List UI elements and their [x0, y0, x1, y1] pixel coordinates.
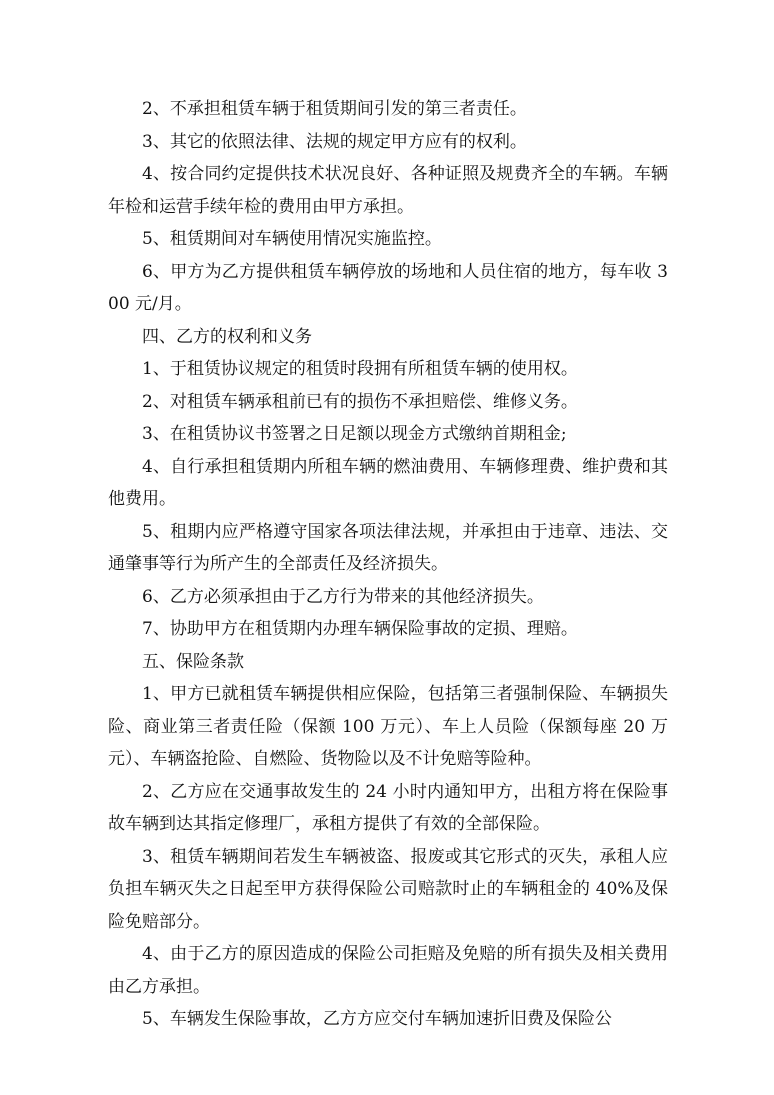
- paragraph: 5、租赁期间对车辆使用情况实施监控。: [142, 229, 442, 249]
- paragraph: 4、由于乙方的原因造成的保险公司拒赔及免赔的所有损失及相关费用由乙方承担。: [108, 944, 668, 997]
- document-body: [108, 93, 668, 1036]
- paragraph: 5、租期内应严格遵守国家各项法律法规，并承担由于违章、违法、交通肇事等行为所产生的全部责任及经济损失。: [108, 521, 668, 574]
- paragraph: 3、其它的依照法律、法规的规定甲方应有的权利。: [142, 131, 527, 152]
- paragraph: 2、乙方应在交通事故发生的 24 小时内通知甲方，出租方将在保险事故车辆到达其指定修理厂，承租方提供了有效的全部保险。: [108, 781, 668, 834]
- section-heading: 五、保险条款: [142, 651, 244, 672]
- paragraph: 6、乙方必须承担由于乙方行为带来的其他经济损失。: [142, 586, 544, 607]
- paragraph: 3、在租赁协议书签署之日足额以现金方式缴纳首期租金;: [142, 424, 567, 444]
- section-heading: 四、乙方的权利和义务: [142, 326, 312, 347]
- paragraph: 4、自行承担租赁期内所租车辆的燃油费用、车辆修理费、维护费和其他费用。: [108, 456, 668, 509]
- paragraph: 1、于租赁协议规定的租赁时段拥有所租赁车辆的使用权。: [142, 359, 578, 379]
- paragraph: 1、甲方已就租赁车辆提供相应保险，包括第三者强制保险、车辆损失险、商业第三者责任险（保额 100 万元）、车上人员险（保额每座 20 万元）、车辆盗抢险、自燃险、货物险以及不计免赔等险种。: [108, 684, 668, 769]
- paragraph: 3、租赁车辆期间若发生车辆被盗、报废或其它形式的灭失，承租人应负担车辆灭失之日起至甲方获得保险公司赔款时止的车辆租金的 40%及保险免赔部分。: [108, 846, 668, 932]
- paragraph: 4、按合同约定提供技术状况良好、各种证照及规费齐全的车辆。车辆年检和运营手续年检的费用由甲方承担。: [108, 164, 668, 217]
- paragraph: 7、协助甲方在租赁期内办理车辆保险事故的定损、理赔。: [142, 619, 578, 639]
- paragraph: 2、对租赁车辆承租前已有的损伤不承担赔偿、维修义务。: [142, 391, 578, 412]
- paragraph: 6、甲方为乙方提供租赁车辆停放的场地和人员住宿的地方，每车收 300 元/月。: [108, 261, 668, 314]
- paragraph: 2、不承担租赁车辆于租赁期间引发的第三者责任。: [142, 99, 527, 119]
- paragraph: 5、车辆发生保险事故，乙方方应交付车辆加速折旧费及保险公: [142, 1009, 612, 1029]
